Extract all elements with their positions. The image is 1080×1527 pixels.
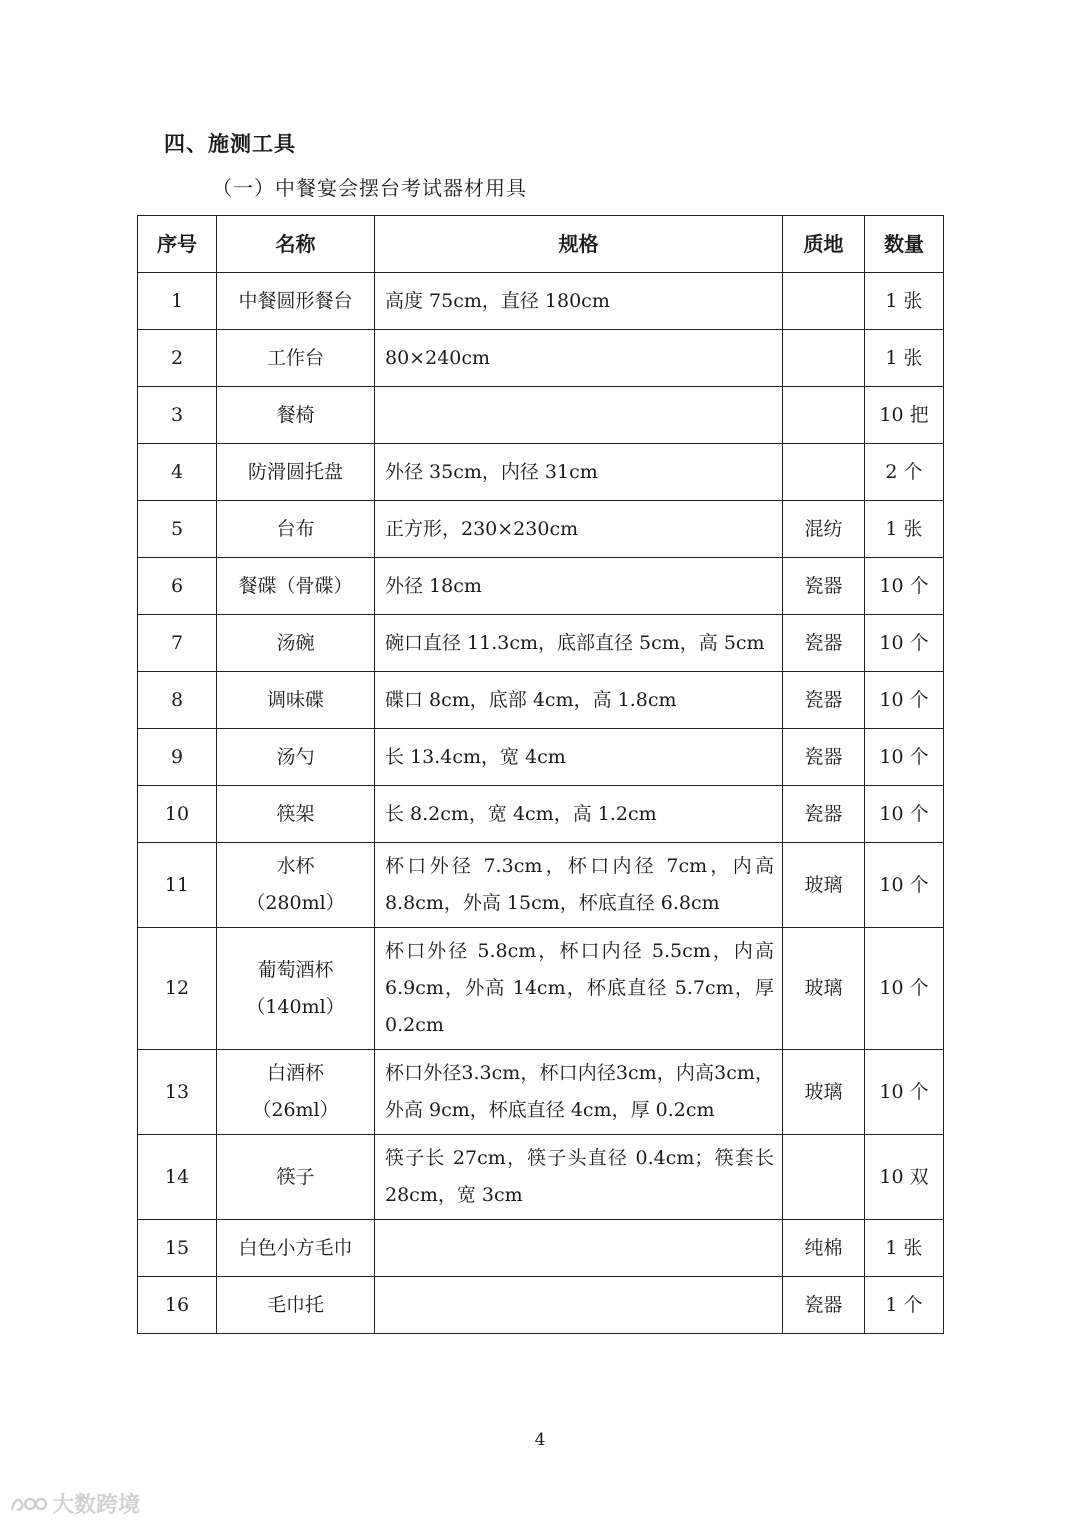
cell-name <box>217 786 375 843</box>
cell-name-line: 调味碟 <box>266 688 324 711</box>
header-name: 名称 <box>217 216 375 273</box>
watermark-logo-icon <box>8 1493 48 1515</box>
cell-quantity: 1 张 <box>865 273 944 330</box>
table-header-row <box>138 216 944 273</box>
cell-name-line: 白色小方毛巾 <box>238 1236 353 1259</box>
cell-index: 8 <box>138 672 217 729</box>
table-row <box>138 501 944 558</box>
header-spec: 规格 <box>375 216 783 273</box>
cell-name-line: 汤勺 <box>276 745 315 768</box>
cell-name <box>217 558 375 615</box>
table-row <box>138 558 944 615</box>
cell-material: 瓷器 <box>783 1277 865 1334</box>
table-row <box>138 444 944 501</box>
cell-material: 瓷器 <box>783 672 865 729</box>
cell-index: 11 <box>138 843 217 928</box>
cell-name <box>217 273 375 330</box>
cell-name <box>217 1277 375 1334</box>
cell-quantity: 10 把 <box>865 387 944 444</box>
table-row <box>138 1050 944 1135</box>
cell-material <box>783 330 865 387</box>
cell-material: 瓷器 <box>783 615 865 672</box>
cell-spec: 碟口 8cm，底部 4cm，高 1.8cm <box>375 672 783 729</box>
header-quantity: 数量 <box>865 216 944 273</box>
cell-name-line: 餐碟（骨碟） <box>238 574 353 597</box>
cell-spec: 杯口外径3.3cm，杯口内径3cm，内高3cm，外高 9cm，杯底直径 4cm，厚 0.2cm <box>375 1050 783 1135</box>
cell-index: 10 <box>138 786 217 843</box>
cell-name-line: 台布 <box>276 517 315 540</box>
cell-spec: 正方形，230×230cm <box>375 501 783 558</box>
cell-material: 瓷器 <box>783 558 865 615</box>
cell-name <box>217 330 375 387</box>
cell-quantity: 10 个 <box>865 1050 944 1135</box>
cell-spec <box>375 1220 783 1277</box>
cell-name-line: 工作台 <box>266 346 324 369</box>
cell-quantity: 1 张 <box>865 1220 944 1277</box>
page-number: 4 <box>534 1430 546 1450</box>
cell-spec: 筷子长 27cm，筷子头直径 0.4cm；筷套长 28cm，宽 3cm <box>375 1135 783 1220</box>
cell-name <box>217 444 375 501</box>
cell-quantity: 1 张 <box>865 501 944 558</box>
cell-index: 13 <box>138 1050 217 1135</box>
cell-quantity: 10 双 <box>865 1135 944 1220</box>
table-row <box>138 330 944 387</box>
cell-name <box>217 1220 375 1277</box>
table-row <box>138 1220 944 1277</box>
cell-quantity: 10 个 <box>865 928 944 1050</box>
table-row <box>138 843 944 928</box>
cell-spec: 杯口外径 7.3cm，杯口内径 7cm，内高 8.8cm，外高 15cm，杯底直径 6.8cm <box>375 843 783 928</box>
cell-index: 14 <box>138 1135 217 1220</box>
cell-quantity: 10 个 <box>865 615 944 672</box>
cell-index: 6 <box>138 558 217 615</box>
cell-spec: 外径 18cm <box>375 558 783 615</box>
cell-name-line: 筷架 <box>276 802 315 825</box>
cell-quantity: 10 个 <box>865 786 944 843</box>
cell-name-line: 水杯 <box>276 855 315 877</box>
cell-name-line: 毛巾托 <box>266 1293 324 1316</box>
cell-name-line: 餐椅 <box>276 403 315 426</box>
cell-quantity: 1 张 <box>865 330 944 387</box>
table-row <box>138 1277 944 1334</box>
cell-spec: 长 8.2cm，宽 4cm，高 1.2cm <box>375 786 783 843</box>
section-heading: 四、施测工具 <box>164 131 296 156</box>
cell-spec: 高度 75cm，直径 180cm <box>375 273 783 330</box>
equipment-table <box>137 215 944 1334</box>
table-body <box>138 273 944 1334</box>
cell-spec: 长 13.4cm，宽 4cm <box>375 729 783 786</box>
watermark <box>8 1488 140 1519</box>
cell-spec: 碗口直径 11.3cm，底部直径 5cm，高 5cm <box>375 615 783 672</box>
cell-index: 5 <box>138 501 217 558</box>
cell-index: 7 <box>138 615 217 672</box>
header-material: 质地 <box>783 216 865 273</box>
table-row <box>138 786 944 843</box>
cell-name-line: 汤碗 <box>276 631 315 654</box>
cell-quantity: 2 个 <box>865 444 944 501</box>
cell-material: 瓷器 <box>783 786 865 843</box>
cell-quantity: 10 个 <box>865 729 944 786</box>
cell-quantity: 10 个 <box>865 843 944 928</box>
cell-name <box>217 1050 375 1135</box>
cell-index: 4 <box>138 444 217 501</box>
cell-name <box>217 729 375 786</box>
cell-spec: 外径 35cm，内径 31cm <box>375 444 783 501</box>
cell-material: 瓷器 <box>783 729 865 786</box>
cell-name-line: 葡萄酒杯 <box>257 958 334 981</box>
cell-quantity: 10 个 <box>865 672 944 729</box>
cell-material: 玻璃 <box>783 843 865 928</box>
cell-material <box>783 273 865 330</box>
table-row <box>138 615 944 672</box>
table-row <box>138 1135 944 1220</box>
cell-quantity: 10 个 <box>865 558 944 615</box>
cell-name <box>217 843 375 928</box>
table-row <box>138 729 944 786</box>
cell-index: 3 <box>138 387 217 444</box>
cell-name <box>217 501 375 558</box>
subsection-heading: （一）中餐宴会摆台考试器材用具 <box>212 176 527 200</box>
cell-spec: 80×240cm <box>375 330 783 387</box>
cell-name <box>217 672 375 729</box>
cell-name-line: （26ml） <box>252 1099 339 1121</box>
cell-name <box>217 1135 375 1220</box>
table-row <box>138 928 944 1050</box>
cell-name-line: （280ml） <box>246 892 345 914</box>
cell-spec <box>375 1277 783 1334</box>
table-row <box>138 387 944 444</box>
cell-name-line: 防滑圆托盘 <box>247 460 343 483</box>
cell-index: 16 <box>138 1277 217 1334</box>
cell-material: 玻璃 <box>783 928 865 1050</box>
cell-name-line: 白酒杯 <box>266 1062 324 1084</box>
cell-spec: 杯口外径 5.8cm，杯口内径 5.5cm，内高 6.9cm，外高 14cm，杯底直径 5.7cm，厚 0.2cm <box>375 928 783 1050</box>
cell-index: 12 <box>138 928 217 1050</box>
cell-material <box>783 444 865 501</box>
cell-name-line: 中餐圆形餐台 <box>238 289 353 312</box>
cell-material: 纯棉 <box>783 1220 865 1277</box>
cell-spec <box>375 387 783 444</box>
cell-name <box>217 387 375 444</box>
cell-material: 混纺 <box>783 501 865 558</box>
cell-index: 9 <box>138 729 217 786</box>
cell-material <box>783 387 865 444</box>
cell-quantity: 1 个 <box>865 1277 944 1334</box>
header-index: 序号 <box>138 216 217 273</box>
cell-index: 2 <box>138 330 217 387</box>
table-row <box>138 672 944 729</box>
cell-name-line: （140ml） <box>246 995 345 1018</box>
cell-index: 15 <box>138 1220 217 1277</box>
cell-name <box>217 928 375 1050</box>
cell-name-line: 筷子 <box>276 1165 315 1188</box>
table-row <box>138 273 944 330</box>
cell-material <box>783 1135 865 1220</box>
cell-name <box>217 615 375 672</box>
cell-material: 玻璃 <box>783 1050 865 1135</box>
cell-index: 1 <box>138 273 217 330</box>
watermark-text: 大数跨境 <box>52 1493 141 1518</box>
